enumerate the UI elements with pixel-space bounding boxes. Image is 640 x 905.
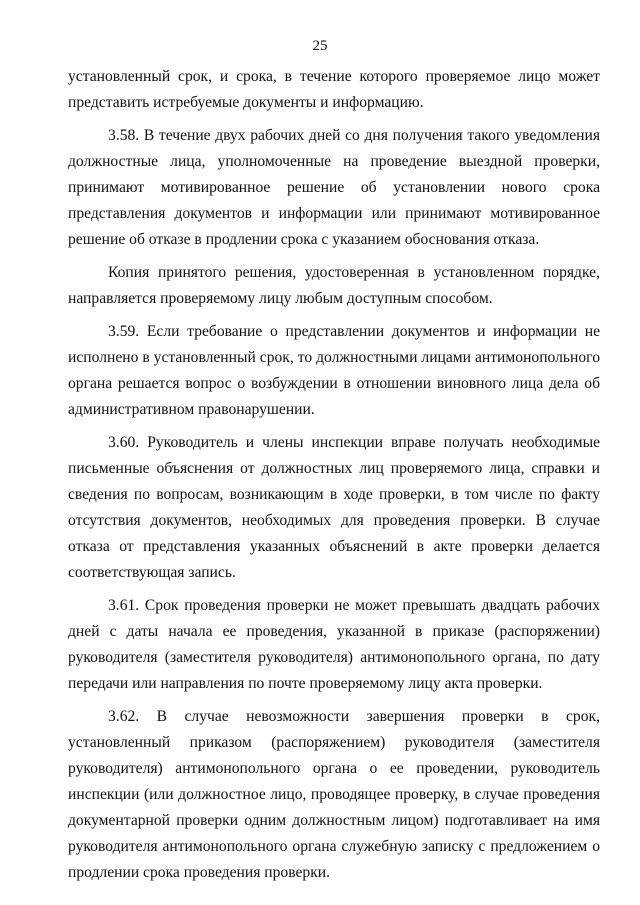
paragraph-3-60: 3.60. Руководитель и члены инспекции вправе получать необходимые письменные объяснения от должностных лиц проверяемого лица, справки и сведения по вопросам, возникающим в ходе проверки, в том числе по факту отсутствия документов, необходимых для проведения проверки. В случае отказа от представления указанных объяснений в акте проверки делается соответствующая запись. [68,434,600,581]
paragraph-continuation: установленный срок, и срока, в течение которого проверяемое лицо может представить истребуемые документы и информацию. [68,68,600,111]
paragraph-3-59: 3.59. Если требование о представлении документов и информации не исполнено в установленный срок, то должностными лицами антимонопольного органа решается вопрос о возбуждении в отношении виновного лица дела об административном правонарушении. [68,323,600,418]
document-body [68,64,600,886]
paragraph-3-58: 3.58. В течение двух рабочих дней со дня получения такого уведомления должностные лица, уполномоченные на проведение выездной проверки, принимают мотивированное решение об установлении нового срока представления документов и информации или принимают мотивированное решение об отказе в продлении срока с указанием обоснования отказа. [68,127,600,248]
page-number: 25 [312,38,328,54]
paragraph-3-62: 3.62. В случае невозможности завершения проверки в срок, установленный приказом (распоряжением) руководителя (заместителя руководителя) антимонопольного органа о ее проведении, руководитель инспекции (или должностное лицо, проводящее проверку, в случае проведения документарной проверки одним должностным лицом) подготавливает на имя руководителя антимонопольного органа служебную записку с предложением о продлении срока проведения проверки. [68,708,600,881]
paragraph-3-61: 3.61. Срок проведения проверки не может превышать двадцать рабочих дней с даты начала ее проведения, указанной в приказе (распоряжении) руководителя (заместителя руководителя) антимонопольного органа, по дату передачи или направления по почте проверяемому лицу акта проверки. [68,597,600,692]
paragraph-copy-of-decision: Копия принятого решения, удостоверенная в установленном порядке, направляется проверяемому лицу любым доступным способом. [68,264,600,307]
